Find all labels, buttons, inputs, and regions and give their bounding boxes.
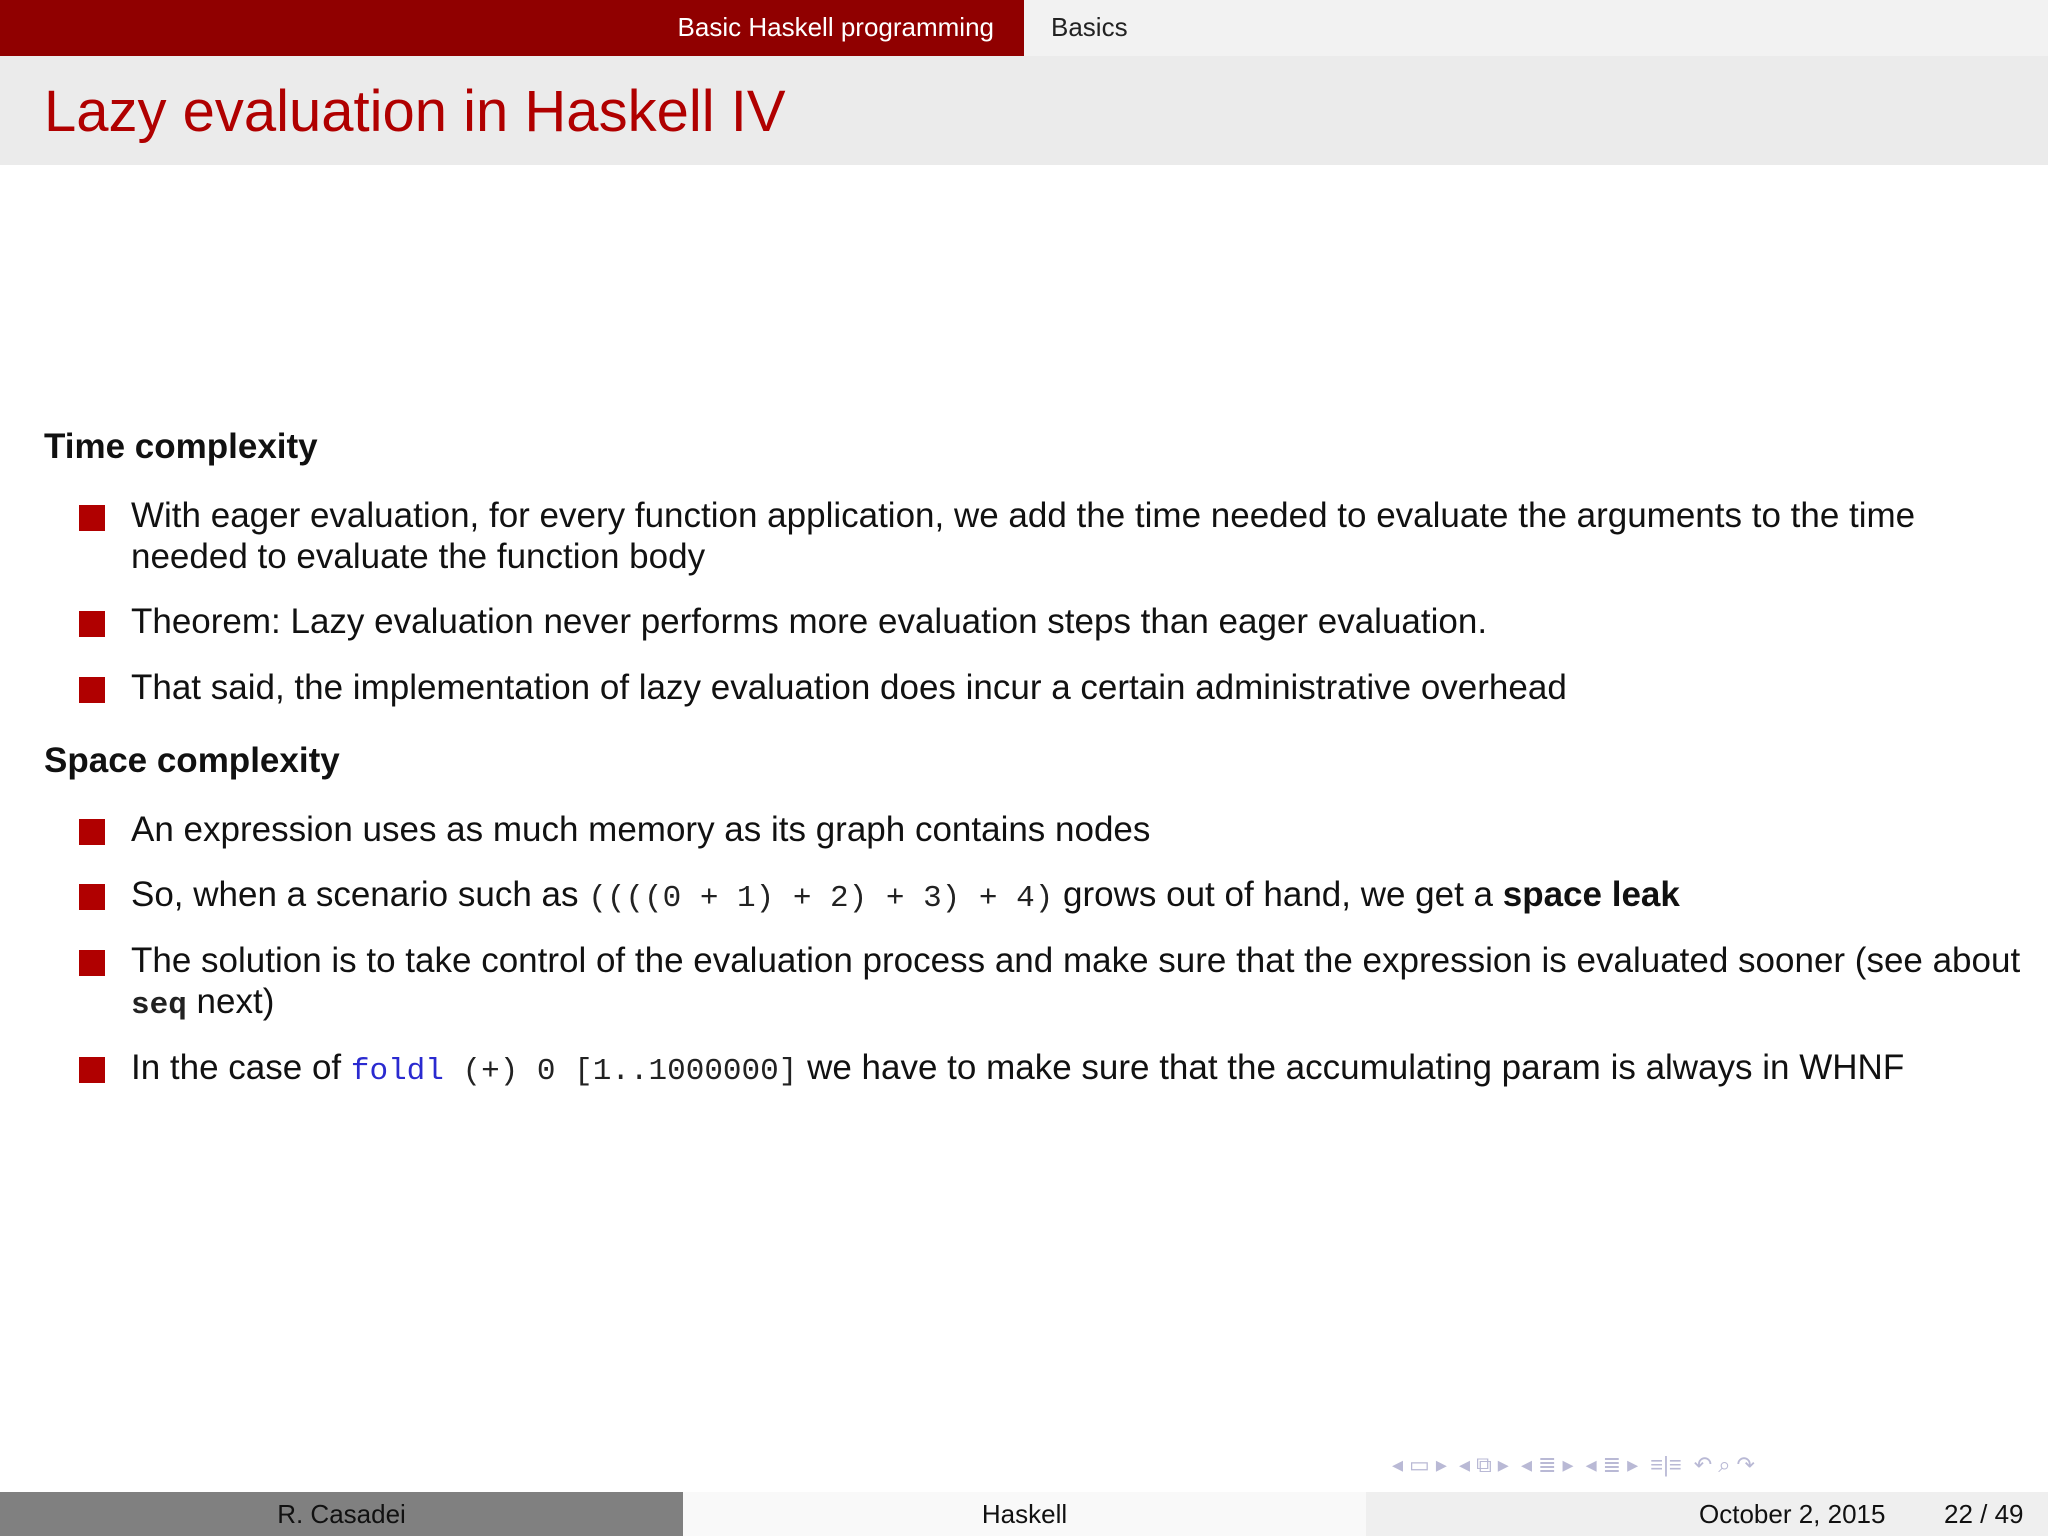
top-navigation-bar [0,0,2048,56]
nav-next-icon[interactable]: ▸ [1562,1452,1574,1477]
footer-title: Haskell [683,1492,1366,1536]
nav-prev-icon[interactable]: ◂ [1585,1452,1597,1477]
code-keyword-seq: seq [131,988,187,1023]
frame-title: Lazy evaluation in Haskell IV [44,79,786,144]
bullet-marker-icon [79,1057,105,1083]
bullet-text: An expression uses as much memory as its graph contains nodes [131,810,1151,849]
nav-next-icon[interactable]: ▸ [1497,1452,1509,1477]
nav-next-icon[interactable]: ▸ [1627,1452,1639,1477]
bullet-marker-icon [79,819,105,845]
nav-prev-icon[interactable]: ◂ [1520,1452,1532,1477]
beamer-navigation-symbols [1392,1452,2032,1482]
text-run: The solution is to take control of the evaluation process and make sure that the expression is evaluated sooner (see about [131,941,2021,980]
footer-date-page [1366,1492,2048,1536]
frame-title-bar [0,56,2048,165]
slide-footer [0,1492,2048,1536]
bullet-text: That said, the implementation of lazy evaluation does incur a certain administrative overhead [131,668,1567,707]
code-snippet: (+) 0 [1..1000000] [443,1054,798,1089]
bullet-marker-icon [79,677,105,703]
bullet-marker-icon [79,950,105,976]
bullet-marker-icon [79,884,105,910]
text-run: next) [186,982,275,1021]
section-icon[interactable]: ≣ [1602,1452,1622,1477]
code-keyword-foldl: foldl [350,1054,444,1089]
block-title-space-complexity: Space complexity [44,741,340,780]
text-run: we have to make sure that the accumulating param is always in WHNF [797,1048,1905,1087]
footer-author: R. Casadei [0,1492,683,1536]
text-run: grows out of hand, we get a [1053,875,1503,914]
nav-subsection-link[interactable]: Basics [1051,12,1128,42]
nav-section-link[interactable]: Basic Haskell programming [677,12,994,42]
page-number: 22 / 49 [1944,1499,2024,1529]
subsection-nav-area [1024,0,2048,56]
search-icon[interactable]: ⌕ [1718,1452,1731,1477]
nav-prev-icon[interactable]: ◂ [1392,1452,1404,1477]
forward-icon[interactable]: ↷ [1736,1452,1755,1477]
emphasis-text: space leak [1502,875,1680,914]
bullet-text [131,940,2041,1026]
bullet-marker-icon [79,611,105,637]
align-icon[interactable]: ≡|≡ [1650,1452,1682,1477]
bullet-text [131,1047,2041,1092]
code-snippet: ((((0 + 1) + 2) + 3) + 4) [588,881,1054,916]
frame-icon[interactable]: ▭ [1409,1452,1430,1477]
bullet-text [131,874,2041,919]
bullet-marker-icon [79,505,105,531]
text-run: In the case of [131,1048,351,1087]
section-icon[interactable]: ≣ [1538,1452,1557,1477]
text-run: So, when a scenario such as [131,875,589,914]
bullet-text: Theorem: Lazy evaluation never performs more evaluation steps than eager evaluation. [131,602,1488,641]
bullet-text: With eager evaluation, for every function application, we add the time needed to evaluate the arguments to the time needed to evaluate the function body [131,496,1916,576]
block-title-time-complexity: Time complexity [44,427,318,466]
nav-prev-icon[interactable]: ◂ [1459,1452,1471,1477]
subsection-icon[interactable]: ⧉ [1476,1452,1492,1477]
back-icon[interactable]: ↶ [1693,1452,1713,1477]
section-nav-area [0,0,1024,56]
nav-next-icon[interactable]: ▸ [1435,1452,1447,1477]
footer-date: October 2, 2015 [1699,1499,1886,1529]
